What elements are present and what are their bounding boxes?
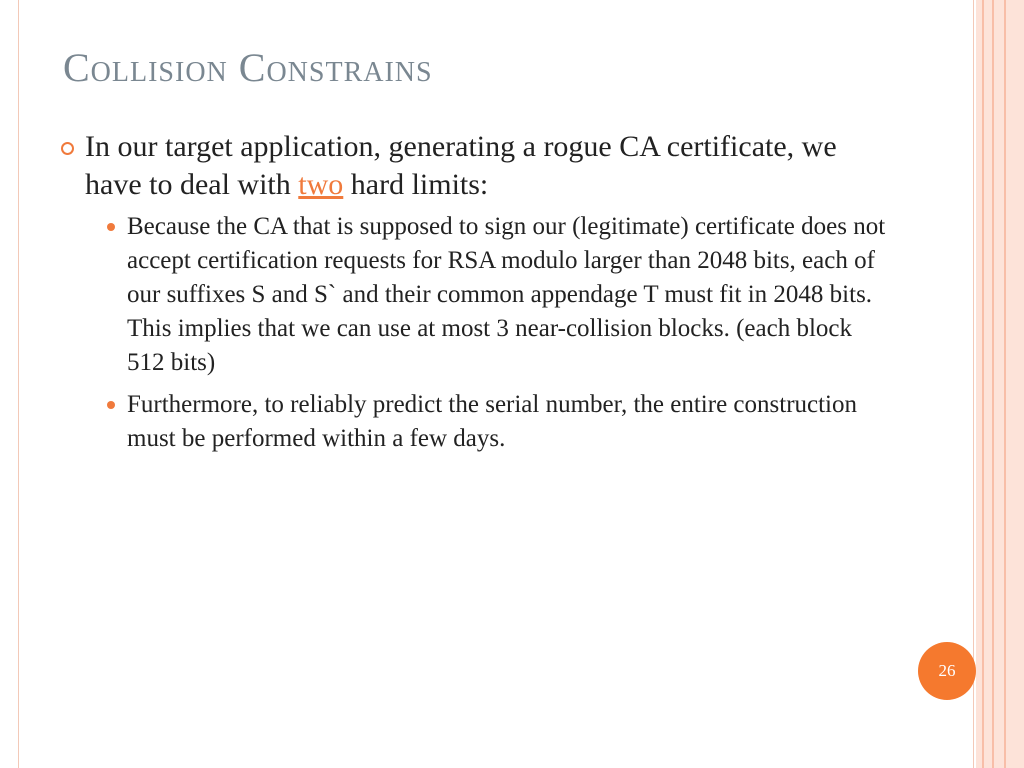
stripe [984, 0, 992, 768]
sub-bullet-item [107, 210, 887, 380]
dot-bullet-icon [107, 401, 115, 409]
stripe [1006, 0, 1024, 768]
circle-bullet-icon [61, 142, 74, 155]
page-number: 26 [938, 661, 956, 680]
main-bullet-text-before: In our target application, generating a rogue CA certificate, we have to deal with [85, 130, 837, 201]
stripe [994, 0, 1004, 768]
slide-body [59, 128, 899, 472]
sub-bullet-text: Because the CA that is supposed to sign our (legitimate) certificate does not accept certification requests for RSA modulo larger than 2048 bits, each of our suffixes S and S` and their common appendage T must fit in 2048 bits. This implies that we can use at most 3 near-collision blocks. (each block 512 bits) [127, 213, 886, 376]
sub-bullet-list [107, 210, 899, 456]
sub-bullet-text: Furthermore, to reliably predict the serial number, the entire construction must be performed within a few days. [127, 391, 858, 452]
main-bullet [59, 128, 899, 204]
slide-title: Collision Constrains [63, 45, 433, 90]
slide [18, 0, 974, 768]
main-bullet-text-after: hard limits: [343, 168, 489, 201]
decorative-side-stripes [976, 0, 1024, 768]
two-link[interactable]: two [298, 168, 344, 201]
page-number-badge [918, 642, 976, 700]
sub-bullet-item [107, 388, 887, 456]
dot-bullet-icon [107, 223, 115, 231]
